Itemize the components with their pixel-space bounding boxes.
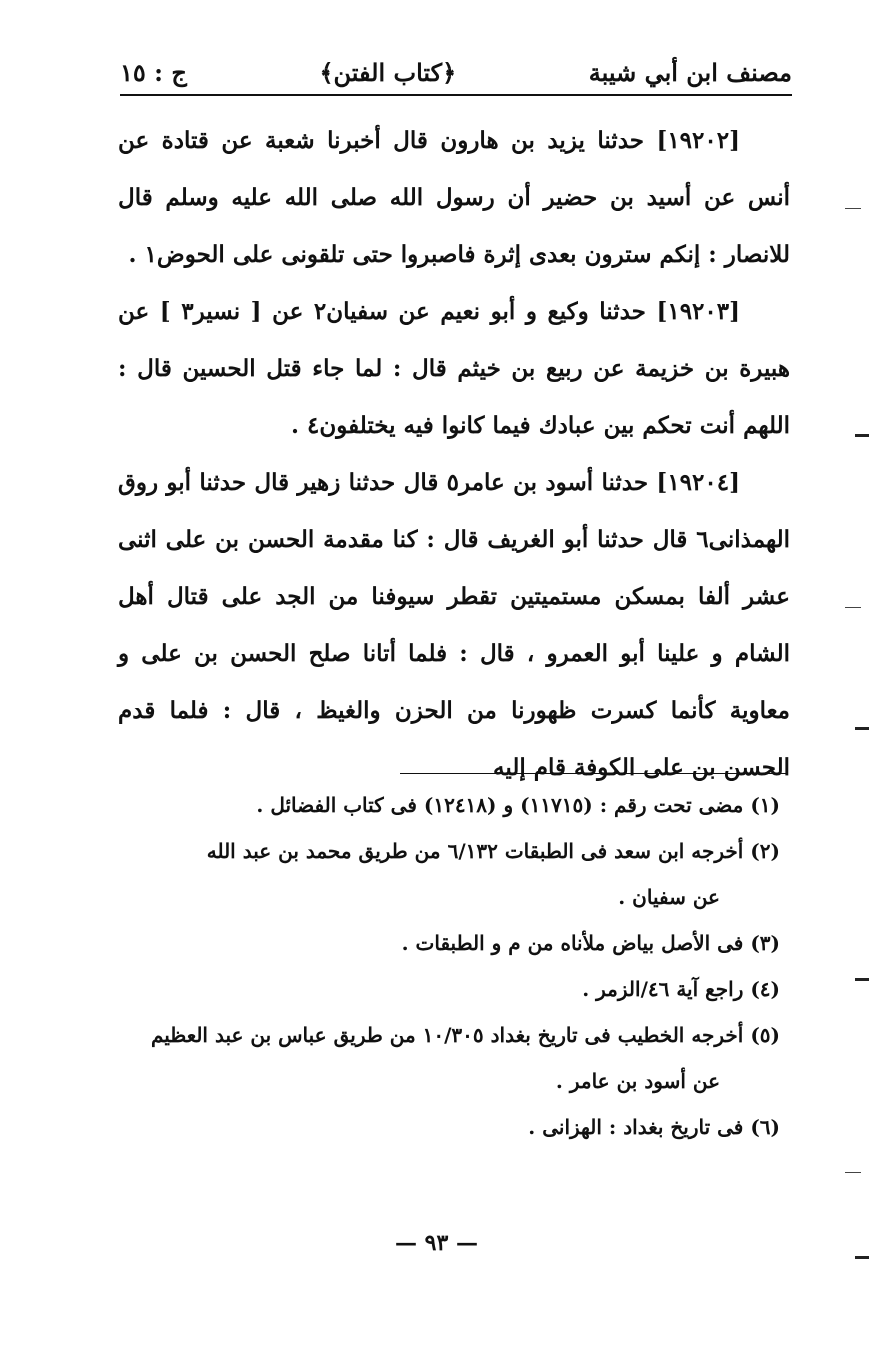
margin-mark [855, 727, 869, 730]
footnote-2-continued: عن سفيان . [618, 885, 720, 909]
hadith-19204: [١٩٢٠٤] حدثنا أسود بن عامر٥ قال حدثنا زهير قال حدثنا أبو روق الهمذانى٦ قال حدثنا أبو الغريف قال : كنا مقدمة الحسن بن على اثنى عشر ألفا بمسكن مستميتين تقطر سيوفنا من الجد على قتال أهل الشام و علينا أبو العمرو ، قال : فلما أتانا صلح الحسن بن على و معاوية كأنما كسرت ظهورنا من الحزن والغيظ ، قال : فلما قدم الحسن بن على الكوفة قام إليه [118, 469, 790, 781]
main-text [118, 112, 790, 796]
page-header [120, 52, 792, 92]
margin-mark [855, 434, 869, 437]
footnote-1: (١) مضى تحت رقم : (١١٧١٥) و (١٢٤١٨) فى كتاب الفضائل . [256, 793, 780, 817]
volume-number: ج : ١٥ [120, 57, 187, 87]
book-title: ﴿كتاب الفتن﴾ [319, 57, 457, 87]
header-rule [120, 94, 792, 96]
footnote-5: (٥) أخرجه الخطيب فى تاريخ بغداد ١٠/٣٠٥ من طريق عباس بن عبد العظيم [150, 1023, 780, 1047]
footnote-6: (٦) فى تاريخ بغداد : الهزانى . [528, 1115, 780, 1139]
running-title: مصنف ابن أبي شيبة [588, 57, 792, 87]
margin-mark [845, 208, 861, 209]
footnote-3: (٣) فى الأصل بياض ملأناه من م و الطبقات . [401, 931, 780, 955]
footnote-5-continued: عن أسود بن عامر . [555, 1069, 720, 1093]
page-number: — ٩٣ — [395, 1230, 478, 1256]
margin-mark [855, 1256, 869, 1259]
footnote-4: (٤) راجع آية ٤٦/الزمر . [582, 977, 780, 1001]
margin-mark [855, 978, 869, 981]
margin-mark [845, 1172, 861, 1173]
footnote-2: (٢) أخرجه ابن سعد فى الطبقات ٦/١٣٢ من طريق محمد بن عبد الله [206, 839, 780, 863]
hadith-19203: [١٩٢٠٣] حدثنا وكيع و أبو نعيم عن سفيان٢ عن [ نسير٣ ] عن هبيرة بن خزيمة عن ربيع بن خيثم قال : لما جاء قتل الحسين قال : اللهم أنت تحكم بين عبادك فيما كانوا فيه يختلفون٤ . [118, 298, 790, 439]
hadith-19202: [١٩٢٠٢] حدثنا يزيد بن هارون قال أخبرنا شعبة عن قتادة عن أنس عن أسيد بن حضير أن رسول الله صلى الله عليه وسلم قال للانصار : إنكم سترون بعدى إثرة فاصبروا حتى تلقونى على الحوض١ . [118, 127, 790, 268]
margin-mark [845, 607, 861, 608]
footnote-rule [400, 773, 786, 774]
footnotes [100, 782, 780, 1150]
